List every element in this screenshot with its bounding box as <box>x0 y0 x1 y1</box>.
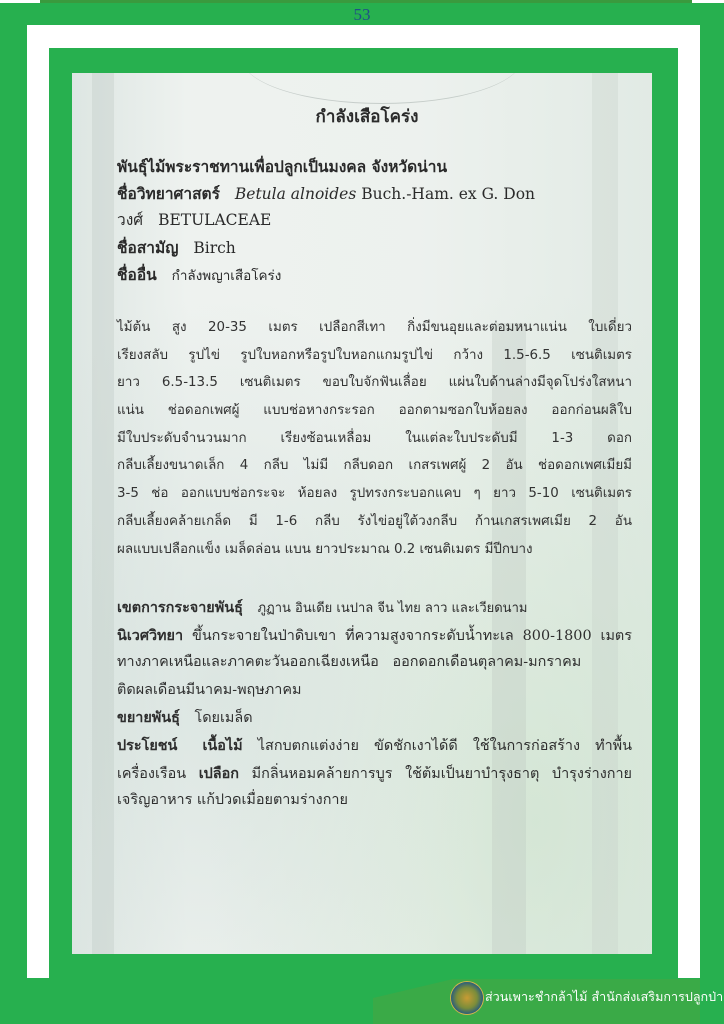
distribution-value: ภูฏาน อินเดีย เนปาล จีน ไทย ลาว และเวียดนาม <box>257 601 528 616</box>
ecology-row <box>117 622 632 650</box>
wood-label: เนื้อไม้ <box>202 736 243 754</box>
botanical-description <box>117 314 632 563</box>
propagation-label: ขยายพันธุ์ <box>117 709 180 727</box>
scientific-name-author: Buch.-Ham. ex G. Don <box>361 185 536 203</box>
other-name-value: กำลังพญาเสือโคร่ง <box>171 268 282 284</box>
ecology-row-3: ติดผลเดือนมีนาคม-พฤษภาคม <box>117 681 302 698</box>
description-line: กลีบเลี้ยงคล้ายเกล็ด มี 1-6 กลีบ รังไข่อยู่ใต้วงกลีบ ก้านเกสรเพศเมีย 2 อัน <box>117 513 632 529</box>
uses-line-2-prefix: เครื่องเรือน <box>117 765 187 782</box>
royal-forest-emblem-icon <box>451 982 483 1014</box>
description-line: แน่น ช่อดอกเพศผู้ แบบช่อหางกระรอก ออกตามซอกใบห้อยลง ออกก่อนผลิใบ <box>117 403 632 419</box>
wood-text: ไสกบตกแต่งง่าย ขัดชักเงาได้ดี ใช้ในการก่อสร้าง ทำพื้น <box>257 737 633 754</box>
species-meta <box>117 153 535 288</box>
page-title: กำลังเสือโคร่ง <box>315 107 419 127</box>
bark-text: มีกลิ่นหอมคล้ายการบูร ใช้ต้มเป็นยาบำรุงธาตุ บำรุงร่างกาย <box>251 765 632 782</box>
branch-arc <box>242 73 522 104</box>
description-line: 3-5 ช่อ ออกแบบช่อกระจะ ห้อยลง รูปทรงกระบอกแคบ ๆ ยาว 5-10 เซนติเมตร <box>117 486 632 502</box>
description-line: ผลแบบเปลือกแข็ง เมล็ดล่อน แบน ยาวประมาณ 0.2 เซนติเมตร มีปีกบาง <box>117 541 533 557</box>
scientific-name-row <box>117 180 535 207</box>
uses-label: ประโยชน์ <box>117 736 178 754</box>
description-line: มีใบประดับจำนวนมาก เรียงซ้อนเหลื่อม ในแต่ละใบประดับมี 1-3 ดอก <box>117 430 632 446</box>
ecology-label: นิเวศวิทยา <box>117 626 184 644</box>
propagation-row <box>117 704 632 732</box>
uses-row <box>117 732 632 760</box>
other-name-row <box>117 261 535 288</box>
other-name-label: ชื่ออื่น <box>117 265 157 284</box>
ecology-line-1: ขึ้นกระจายในป่าดิบเขา ที่ความสูงจากระดับน้ำทะเล 800-1800 เมตร <box>192 627 633 644</box>
family-value: BETULACEAE <box>158 211 272 229</box>
tree-trunk <box>92 73 114 954</box>
description-line: ยาว 6.5-13.5 เซนติเมตร ขอบใบจักฟันเลื่อย แผ่นใบด้านล่างมีจุดโปร่งใสหนา <box>117 375 632 391</box>
project-line <box>117 153 535 180</box>
top-notch <box>0 0 40 3</box>
uses-row-3: เจริญอาหาร แก้ปวดเมื่อยตามร่างกาย <box>117 792 348 809</box>
propagation-value: โดยเมล็ด <box>194 710 253 727</box>
project-title: พันธุ์ไม้พระราชทานเพื่อปลูกเป็นมงคล จังหวัดน่าน <box>117 157 448 176</box>
distribution-row <box>117 594 632 622</box>
scientific-name-binomial: Betula alnoides <box>234 185 357 203</box>
species-info <box>117 594 632 815</box>
distribution-label: เขตการกระจายพันธุ์ <box>117 599 243 616</box>
description-line: ไม้ต้น สูง 20-35 เมตร เปลือกสีเทา กิ่งมีขนอุยและต่อมหนาแน่น ใบเดี่ยว <box>117 320 632 335</box>
footer-organization: ส่วนเพาะชำกล้าไม้ สำนักส่งเสริมการปลูกป่า <box>485 989 724 1004</box>
family-label: วงศ์ <box>117 211 144 229</box>
bark-label: เปลือก <box>198 764 239 782</box>
ecology-row-2: ทางภาคเหนือและภาคตะวันออกเฉียงเหนือ ออกดอกเดือนตุลาคม-มกราคม <box>117 654 582 671</box>
scientific-name-label: ชื่อวิทยาศาสตร์ <box>117 184 220 203</box>
common-name-label: ชื่อสามัญ <box>117 238 179 257</box>
page-number: 53 <box>353 5 371 24</box>
description-line: เรียงสลับ รูปไข่ รูปใบหอกหรือรูปใบหอกแกมรูปไข่ กว้าง 1.5-6.5 เซนติเมตร <box>117 347 632 363</box>
common-name-value: Birch <box>193 239 236 257</box>
uses-row-2 <box>117 760 632 788</box>
description-line: กลีบเลี้ยงขนาดเล็ก 4 กลีบ ไม่มี กลีบดอก เกสรเพศผู้ 2 อัน ช่อดอกเพศเมียมี <box>117 458 632 474</box>
common-name-row <box>117 234 535 261</box>
top-edge-strip <box>40 0 692 3</box>
family-row <box>117 207 535 234</box>
